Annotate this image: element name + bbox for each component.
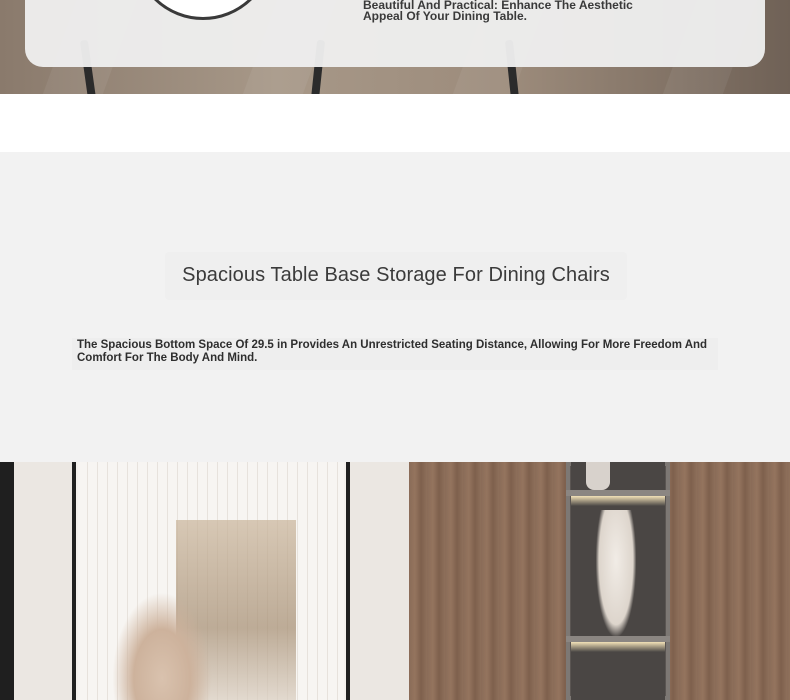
interior-photo	[0, 462, 790, 700]
storage-section	[0, 152, 790, 462]
shelf-light	[571, 496, 665, 506]
sculpture	[596, 510, 636, 636]
detail-zoom-circle	[133, 0, 273, 20]
section-title: Spacious Table Base Storage For Dining Chairs	[182, 264, 610, 286]
photo-edge	[0, 462, 14, 700]
section-description: The Spacious Bottom Space Of 29.5 in Provides An Unrestricted Seating Distance, Allowing For More Freedom And Comfort For The Body And Mind.	[77, 339, 708, 364]
hero-detail-card	[25, 0, 765, 67]
section-title-box	[165, 252, 627, 300]
hero-caption: Beautiful And Practical: Enhance The Aesthetic Appeal Of Your Dining Table.	[363, 0, 633, 23]
section-description-box	[72, 338, 718, 370]
shelf-light	[571, 642, 665, 652]
hero-banner	[0, 0, 790, 94]
vase	[586, 462, 610, 490]
dried-flowers	[112, 592, 212, 700]
